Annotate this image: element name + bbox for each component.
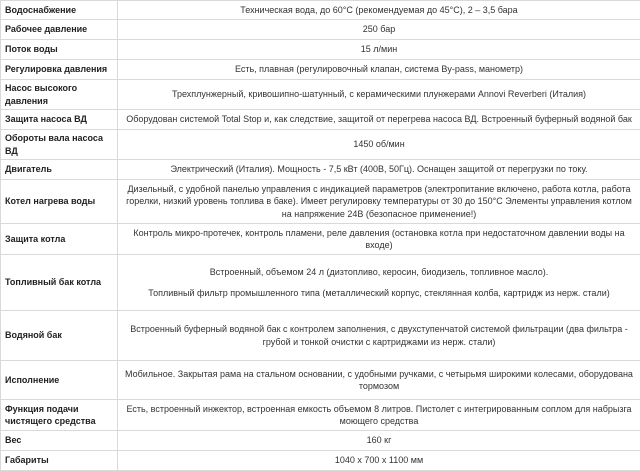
spec-label: Рабочее давление bbox=[1, 20, 118, 40]
table-row bbox=[1, 60, 640, 80]
spec-label: Водоснабжение bbox=[1, 1, 118, 20]
table-row bbox=[1, 20, 640, 40]
table-row bbox=[1, 224, 640, 255]
table-row bbox=[1, 80, 640, 110]
spec-value: 1040 х 700 х 1100 мм bbox=[118, 451, 640, 471]
spec-value: Дизельный, с удобной панелью управления с индикацией параметров (электропитание включено, работа котла, работа горелки, низкий уровень топлива в баке). Имеет регулировку температуры от 30 до 150°С Элементы управления котлом на напряжение 24В (безопасное применение!) bbox=[118, 180, 640, 224]
spec-label: Функция подачи чистящего средства bbox=[1, 400, 118, 431]
spec-value-line: Топливный фильтр промышленного типа (металлический корпус, стеклянная колба, картридж из нерж. стали) bbox=[122, 287, 636, 299]
spec-value: 1450 об/мин bbox=[118, 130, 640, 160]
spec-label: Двигатель bbox=[1, 160, 118, 180]
table-row bbox=[1, 40, 640, 60]
table-row bbox=[1, 431, 640, 451]
table-row bbox=[1, 311, 640, 361]
table-row bbox=[1, 255, 640, 311]
spec-value: Есть, плавная (регулировочный клапан, система By-pass, манометр) bbox=[118, 60, 640, 80]
spec-label: Вес bbox=[1, 431, 118, 451]
spec-value: 250 бар bbox=[118, 20, 640, 40]
spec-value: 15 л/мин bbox=[118, 40, 640, 60]
spec-value: Контроль микро-протечек, контроль пламени, реле давления (остановка котла при недостаточном давлении воды на входе) bbox=[118, 224, 640, 255]
spec-value: Электрический (Италия). Мощность - 7,5 кВт (400В, 50Гц). Оснащен защитой от перегрузки по току. bbox=[118, 160, 640, 180]
spec-label: Насос высокого давления bbox=[1, 80, 118, 110]
table-row bbox=[1, 160, 640, 180]
table-row bbox=[1, 451, 640, 471]
spec-label: Обороты вала насоса ВД bbox=[1, 130, 118, 160]
table-row bbox=[1, 180, 640, 224]
table-row bbox=[1, 130, 640, 160]
spec-value: Встроенный буферный водяной бак с контролем заполнения, с двухступенчатой системой фильтрации (два фильтра - грубой и тонкой очистки с картриджами из нерж. стали) bbox=[118, 311, 640, 361]
spec-label: Поток воды bbox=[1, 40, 118, 60]
spec-value: Мобильное. Закрытая рама на стальном основании, с удобными ручками, с четырьмя широкими колесами, оборудована тормозом bbox=[118, 361, 640, 400]
spec-value: 160 кг bbox=[118, 431, 640, 451]
spec-label: Защита котла bbox=[1, 224, 118, 255]
spec-label: Водяной бак bbox=[1, 311, 118, 361]
spec-label: Котел нагрева воды bbox=[1, 180, 118, 224]
table-row bbox=[1, 110, 640, 130]
spec-value: Оборудован системой Total Stop и, как следствие, защитой от перегрева насоса ВД. Встроенный буферный водяной бак bbox=[118, 110, 640, 130]
spec-value: Трехплунжерный, кривошипно-шатунный, с керамическими плунжерами Annovi Reverberi (Италия) bbox=[118, 80, 640, 110]
spec-label: Исполнение bbox=[1, 361, 118, 400]
spec-value bbox=[118, 255, 640, 311]
table-row bbox=[1, 1, 640, 20]
spec-label: Защита насоса ВД bbox=[1, 110, 118, 130]
table-row bbox=[1, 400, 640, 431]
spec-label: Регулировка давления bbox=[1, 60, 118, 80]
spec-value: Техническая вода, до 60°С (рекомендуемая до 45°С), 2 – 3,5 бара bbox=[118, 1, 640, 20]
spec-label: Топливный бак котла bbox=[1, 255, 118, 311]
table-row bbox=[1, 361, 640, 400]
spec-label: Габариты bbox=[1, 451, 118, 471]
spec-value: Есть, встроенный инжектор, встроенная емкость объемом 8 литров. Пистолет с интегрированным соплом для набрызга моющего средства bbox=[118, 400, 640, 431]
spec-value-line: Встроенный, объемом 24 л (дизтопливо, керосин, биодизель, топливное масло). bbox=[122, 266, 636, 278]
